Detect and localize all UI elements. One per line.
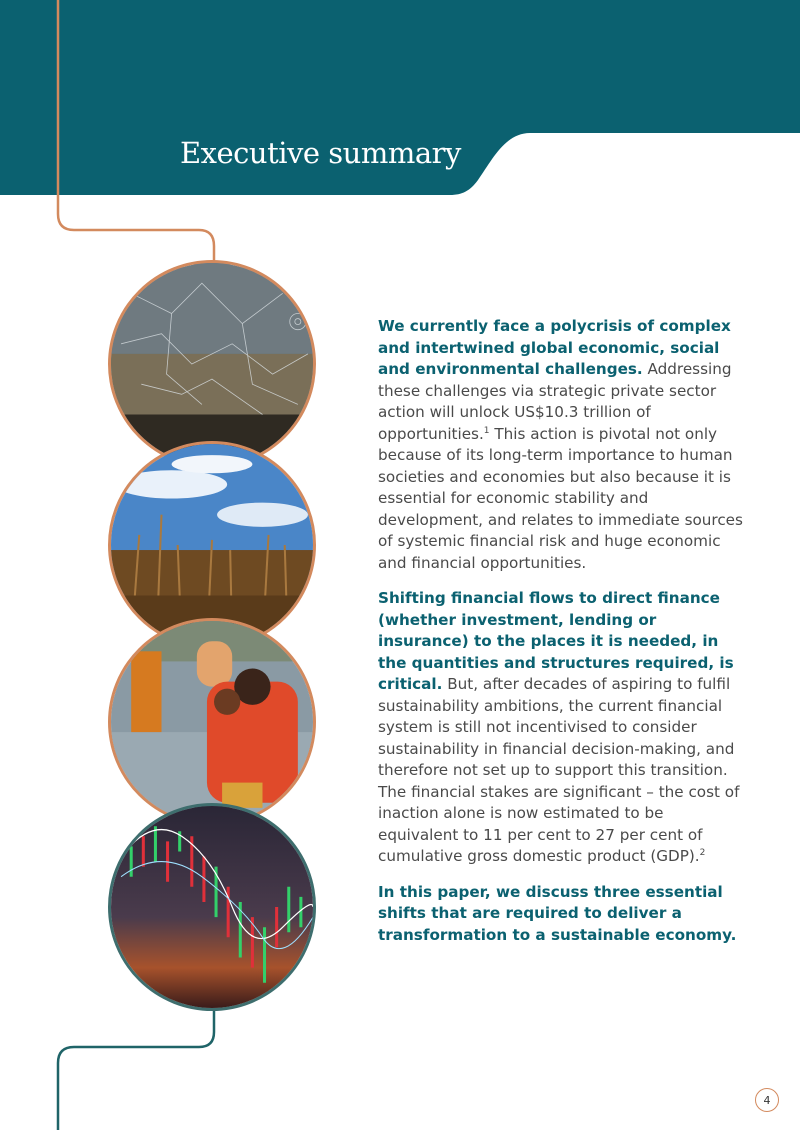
page-number: 4 (763, 1093, 771, 1107)
paragraph-1-text-b: This action is pivotal not only because of its long-term importance to human societies and economies but also because it is essential for economic stability and development, and relates to immediate sources of systemic financial risk and huge economic and financial opportunities. (378, 424, 743, 572)
paragraph-2-lead: Shifting financial flows to direct finance (whether investment, lending or insurance) to the places it is needed, in the quantities and structures required, is critical. (378, 589, 734, 693)
paragraph-3 (378, 882, 743, 947)
cracked-windshield-photo (108, 260, 316, 468)
flood-family-photo (108, 618, 316, 826)
paragraph-2 (378, 588, 743, 868)
paragraph-2-text-a: But, after decades of aspiring to fulfil sustainability ambitions, the current financial system is still not incentivised to consider sustainability in financial decision-making, and therefore not set up to support this transition. The financial stakes are significant – the cost of inaction alone is now estimated to be equivalent to 11 per cent to 27 per cent of cumulative gross domestic product (GDP). (378, 675, 740, 865)
paragraph-1-text-a: Addressing these challenges via strategic private sector action will unlock US$10.3 trillion of opportunities. (378, 360, 732, 443)
footnote-ref-1[interactable]: 1 (483, 425, 490, 436)
page-title: Executive summary (180, 136, 461, 170)
paragraph-1-lead: We currently face a polycrisis of complex and intertwined global economic, social and environmental challenges. (378, 317, 731, 378)
body-text (378, 316, 743, 960)
page-number-badge (755, 1088, 779, 1112)
footnote-ref-2[interactable]: 2 (699, 847, 706, 858)
paragraph-1 (378, 316, 743, 574)
market-candlestick-chart-photo (108, 803, 316, 1011)
paragraph-3-lead: In this paper, we discuss three essential shifts that are required to deliver a transformation to a sustainable economy. (378, 882, 737, 944)
